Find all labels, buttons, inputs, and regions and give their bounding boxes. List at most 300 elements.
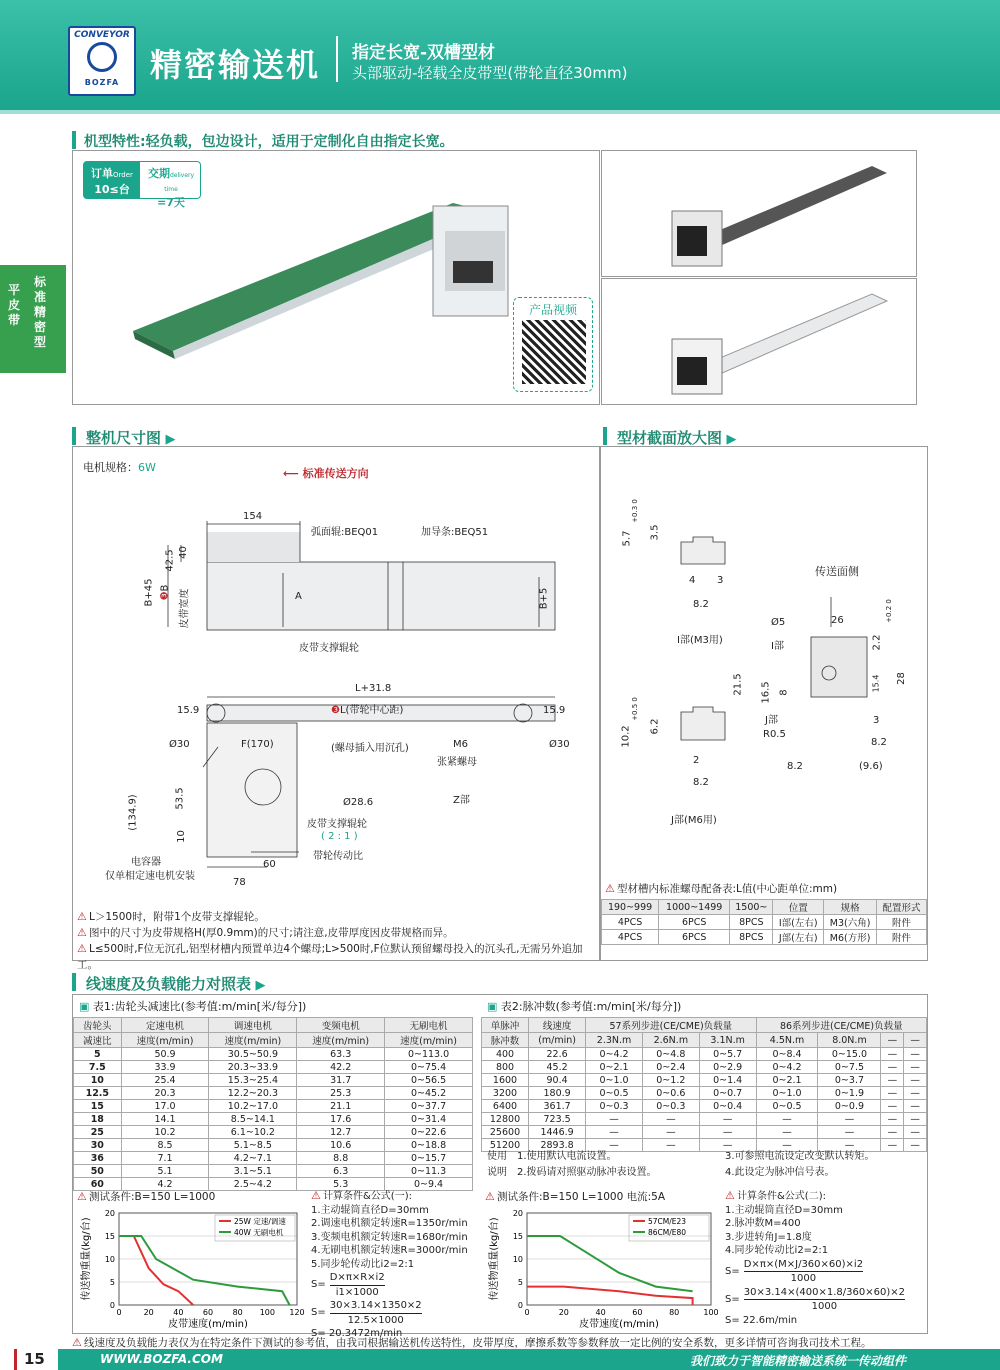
dim-l-mark: L(带轮中心距) xyxy=(339,705,404,716)
warning-icon: ⚠ xyxy=(77,926,87,939)
table-row xyxy=(74,1139,473,1152)
table-cell: 36 xyxy=(74,1152,122,1165)
table-cell: 5 xyxy=(74,1048,122,1061)
table-cell: — xyxy=(881,1087,904,1100)
table2-title-text: 表2:脉冲数(参考值:m/min[米/每分]) xyxy=(500,1000,682,1013)
series-line-0 xyxy=(119,1236,193,1305)
video-qr-card[interactable] xyxy=(513,297,593,392)
table-cell: — xyxy=(818,1113,881,1126)
table2-title xyxy=(487,998,681,1014)
table-cell: 2.3N.m xyxy=(586,1033,643,1048)
nut-table-title xyxy=(605,881,837,896)
footer-url[interactable]: WWW.BOZFA.COM xyxy=(100,1352,223,1366)
table-row xyxy=(74,1061,473,1074)
y-tick-label: 5 xyxy=(517,1278,523,1287)
series-line-0 xyxy=(527,1287,693,1305)
play-arrow-icon: ▶ xyxy=(161,432,176,447)
calc1-line: 2.调速电机额定转速R=1350r/min xyxy=(311,1218,468,1229)
dim-3-5: 3.5 xyxy=(649,524,661,541)
table-cell: — xyxy=(904,1087,927,1100)
warning-icon: ⚠ xyxy=(72,1336,82,1349)
table-cell: 附件 xyxy=(877,915,927,930)
table-cell: — xyxy=(586,1113,643,1126)
section-marker xyxy=(72,973,76,991)
x-tick-label: 120 xyxy=(289,1308,305,1317)
chart2-condition-text: 测试条件:B=150 L=1000 电流:5A xyxy=(497,1191,666,1203)
table-cell: 脉冲数 xyxy=(482,1033,529,1048)
page-marker xyxy=(14,1349,17,1370)
table-cell: — xyxy=(904,1113,927,1126)
dim-r0-5: R0.5 xyxy=(763,729,786,740)
table-cell: 361.7 xyxy=(529,1100,586,1113)
speed-table-1 xyxy=(73,1017,473,1191)
table-cell: 2.6N.m xyxy=(642,1033,699,1048)
table-cell: 3.1~5.1 xyxy=(209,1165,297,1178)
formula4-numerator: 30×3.14×(400×1.8/360×60)×2 xyxy=(744,1286,905,1301)
tension-nut-label: 张紧螺母 xyxy=(437,757,477,768)
table-cell: 7.1 xyxy=(121,1152,209,1165)
dim-134-9: (134.9) xyxy=(127,794,139,831)
table-cell: 25.3 xyxy=(297,1087,385,1100)
y-axis-label: 传送物重量(kg/台) xyxy=(81,1217,92,1301)
dim-8-2-d: 8.2 xyxy=(693,777,709,788)
usage-3: 3.可参照电流设定改变默认转矩。 xyxy=(725,1151,875,1162)
play-arrow-icon: ▶ xyxy=(722,432,737,447)
dim-8-2-c: 8.2 xyxy=(787,761,803,772)
logo-text-top: CONVEYOR xyxy=(74,30,130,40)
x-tick-label: 100 xyxy=(259,1308,275,1317)
table-cell: 0~1.0 xyxy=(756,1087,818,1100)
chart1-condition xyxy=(77,1189,215,1204)
table-cell: 0~15.0 xyxy=(818,1048,881,1061)
table-cell: 0~0.3 xyxy=(642,1100,699,1113)
table-cell: — xyxy=(699,1126,756,1139)
table-cell: 20.3 xyxy=(121,1087,209,1100)
x-tick-label: 100 xyxy=(703,1308,719,1317)
table-cell: 0~4.2 xyxy=(586,1048,643,1061)
table-cell: — xyxy=(586,1126,643,1139)
formula4-denominator: 1000 xyxy=(811,1301,838,1312)
table-cell: 723.5 xyxy=(529,1113,586,1126)
motor-spec-label: 电机规格： xyxy=(83,461,138,474)
table-row xyxy=(482,1018,927,1033)
dim-b-mark: B xyxy=(159,584,171,592)
table-cell: 0~5.7 xyxy=(699,1048,756,1061)
table-cell: 3.1N.m xyxy=(699,1033,756,1048)
table-cell: 0~2.4 xyxy=(642,1061,699,1074)
delivery-label: 交期 xyxy=(147,167,170,180)
usage-notes xyxy=(487,1149,923,1181)
dim-40: 40 xyxy=(177,546,189,559)
disclaimer-text: 线速度及负载能力表仅为在特定条件下测试的参考值，由我司根据输送机传送特性，皮带厚度，摩擦系数等参数释放一定比例的安全系数，更多详情可咨询我司技术工程。 xyxy=(84,1337,872,1349)
table-cell: 无刷电机 xyxy=(385,1018,473,1033)
logo-text-bottom: BOZFA xyxy=(84,78,120,87)
table-cell: 12.2~20.3 xyxy=(209,1087,297,1100)
dim-a: A xyxy=(295,591,302,602)
qr-code-icon[interactable] xyxy=(522,320,586,384)
table-cell: 8.8 xyxy=(297,1152,385,1165)
warning-icon: ⚠ xyxy=(725,1189,735,1202)
dim-d30-left: Ø30 xyxy=(169,739,190,750)
motor-spec-value: 6W xyxy=(138,461,156,474)
dim-154: 154 xyxy=(243,511,263,522)
formula1-numerator: D×π×R×i2 xyxy=(330,1271,385,1286)
warning-icon: ⚠ xyxy=(77,910,87,923)
support-roller-label: 皮带支撑辊轮 xyxy=(299,643,359,654)
note-text-3: L≤500时,F位无沉孔,铝型材槽内预置单边4个螺母;L>500时,F位默认预留螺母投入的沉头孔,无需另外追加工。 xyxy=(77,943,583,971)
table-cell: 2.5~4.2 xyxy=(209,1178,297,1191)
table-cell: 1500~ xyxy=(730,900,773,915)
table-cell: 8.0N.m xyxy=(818,1033,881,1048)
dim-8: 8 xyxy=(778,689,790,696)
direction-label: ⟵ 标准传送方向 xyxy=(283,467,369,480)
table-cell: 10.2~17.0 xyxy=(209,1100,297,1113)
logo-ring-icon xyxy=(87,42,117,72)
formula-result-1: S= 20.3472m/min xyxy=(311,1328,403,1339)
table1-title xyxy=(79,998,306,1014)
table-cell: — xyxy=(904,1061,927,1074)
warning-icon: ⚠ xyxy=(77,1190,87,1203)
dim-28: 28 xyxy=(895,672,907,685)
dimension-drawing-panel: 电机规格：6W ⟵ 标准传送方向 154 弧面辊:BEQ01 加导条:BEQ51 B+45 42.5 40 ❸B 皮带宽度 A B+5 皮带支撑辊轮 L+31.8 ❸L(带轮中心距) 15.9 15.9 Ø30 F(170) (螺母插入用沉孔) M6 张紧螺母 Ø30 (134.9) 53.5 10 Ø28.6 Z部 皮带支撑辊轮 ( 2 : 1 ) 带轮传动比 电容器 仅单相定速电机安装 60 78 ⚠ L＞1500时，附带1个皮带支撑辊轮。 ⚠ 图中的尺寸为皮带规格H(厚0.9mm)的尺寸;请注意,皮带厚度因皮带规格而异。 ⚠ L≤500时,F位无沉孔,铝型材槽内预置单边4个螺母;L>500时,F位默认预留螺母投入的沉头孔,无需另外追加工。 xyxy=(72,446,600,961)
calc2-line: 1.主动辊筒直径D=30mm xyxy=(725,1204,843,1216)
table-cell: 0~37.7 xyxy=(385,1100,473,1113)
table-cell: 14.1 xyxy=(121,1113,209,1126)
page-title: 精密输送机 xyxy=(150,46,321,84)
disclaimer xyxy=(72,1335,872,1350)
table-cell: — xyxy=(904,1033,927,1048)
calc2-line: 4.同步轮传动比i2=2:1 xyxy=(725,1245,829,1256)
table-cell: — xyxy=(904,1100,927,1113)
y-tick-label: 0 xyxy=(517,1301,523,1310)
photo-white xyxy=(601,278,917,405)
section-marker xyxy=(603,427,607,445)
table-row xyxy=(74,1033,473,1048)
table-cell: 0~0.3 xyxy=(586,1100,643,1113)
load-chart-1 xyxy=(75,1205,305,1333)
calc1-line: 4.无刷电机额定转速R=3000r/min xyxy=(311,1245,468,1256)
x-tick-label: 0 xyxy=(116,1308,122,1317)
y-tick-label: 15 xyxy=(512,1232,523,1241)
table-cell: 0~0.7 xyxy=(699,1087,756,1100)
chart2-condition xyxy=(485,1189,665,1204)
table-cell: 0~3.7 xyxy=(818,1074,881,1087)
speed-panel xyxy=(72,994,928,1339)
x-tick-label: 40 xyxy=(595,1308,606,1317)
table-cell: 6.1~10.2 xyxy=(209,1126,297,1139)
usage-label: 使用 xyxy=(487,1151,507,1162)
table-cell: 速度(m/min) xyxy=(209,1033,297,1048)
nut-table-title-text: 型材槽内标准螺母配备表:L值(中心距单位:mm) xyxy=(617,883,838,895)
table-row xyxy=(74,1126,473,1139)
support-roller-label-2: 皮带支撑辊轮 xyxy=(307,819,367,830)
table-cell: 配置形式 xyxy=(877,900,927,915)
dim-heading xyxy=(86,427,176,448)
arc-roller-label: 弧面辊:BEQ01 xyxy=(311,527,379,538)
calc1-title: 计算条件&公式(一): xyxy=(323,1191,412,1202)
table-row xyxy=(482,1100,927,1113)
table-cell: 单脉冲 xyxy=(482,1018,529,1033)
warning-icon: ⚠ xyxy=(605,882,615,895)
formula2-denominator: 12.5×1000 xyxy=(347,1314,404,1326)
z-part-label: Z部 xyxy=(453,795,470,806)
dim-3-b: 3 xyxy=(873,715,880,726)
table-cell: 10.6 xyxy=(297,1139,385,1152)
dim-2-2-tol: +0.2 0 xyxy=(884,599,893,623)
dim-21-5: 21.5 xyxy=(732,673,744,696)
table-cell: 规格 xyxy=(824,900,877,915)
table-cell: 0~2.1 xyxy=(586,1061,643,1074)
y-tick-label: 0 xyxy=(109,1301,115,1310)
table-cell: — xyxy=(904,1048,927,1061)
table-row xyxy=(74,1113,473,1126)
table-cell: 1000~1499 xyxy=(659,900,730,915)
section-marker xyxy=(72,427,76,445)
conveying-side-label: 传送面侧 xyxy=(815,565,859,578)
formula-s: S= xyxy=(725,1293,740,1305)
table-row xyxy=(74,1048,473,1061)
warning-icon: ⚠ xyxy=(485,1190,495,1203)
table-cell: 线速度 xyxy=(529,1018,586,1033)
table-cell: 4PCS xyxy=(602,930,659,945)
table-cell: 0~9.4 xyxy=(385,1178,473,1191)
table-cell: I部(左右) xyxy=(773,915,824,930)
direction-text: 标准传送方向 xyxy=(302,467,369,480)
dim-b5: B+5 xyxy=(538,587,550,610)
guide-label: 加导条:BEQ51 xyxy=(421,527,489,538)
dim-notes xyxy=(77,909,597,973)
table1-title-text: 表1:齿轮头减速比(参考值:m/min[米/每分]) xyxy=(92,1000,307,1013)
table-cell: 0~18.8 xyxy=(385,1139,473,1152)
ratio-label: 带轮传动比 xyxy=(313,851,363,862)
table-cell: 180.9 xyxy=(529,1087,586,1100)
table-cell: 30.5~50.9 xyxy=(209,1048,297,1061)
table-cell: 减速比 xyxy=(74,1033,122,1048)
dim-note xyxy=(77,941,597,973)
side-tab-label-2: 标准精密型 xyxy=(34,275,47,349)
dim-10-2: 10.2 xyxy=(620,725,632,748)
table-cell: — xyxy=(881,1061,904,1074)
table-cell: 4PCS xyxy=(602,915,659,930)
table-row xyxy=(74,1165,473,1178)
load-chart-2 xyxy=(483,1205,719,1333)
table-cell: 速度(m/min) xyxy=(385,1033,473,1048)
dim-15-9-left: 15.9 xyxy=(177,705,200,716)
table-cell: M6(方形) xyxy=(824,930,877,945)
side-tab-label-1: 平皮带 xyxy=(8,283,21,327)
formula3-numerator: D×π×(M×J/360×60)×i2 xyxy=(744,1258,863,1273)
table-row xyxy=(74,1152,473,1165)
dim-5-7: 5.7 xyxy=(621,530,633,547)
table-cell: 42.2 xyxy=(297,1061,385,1074)
dim-2-2: 2.2 xyxy=(871,634,883,651)
table-cell: 31.7 xyxy=(297,1074,385,1087)
formula-s: S= xyxy=(725,1265,740,1277)
dim-f170: F(170) xyxy=(241,739,274,750)
table-cell: 190~999 xyxy=(602,900,659,915)
table-cell: — xyxy=(881,1033,904,1048)
table-cell: 2893.8 xyxy=(529,1139,586,1152)
x-tick-label: 0 xyxy=(524,1308,530,1317)
brand-logo xyxy=(68,26,136,96)
formula-s: S= xyxy=(311,1279,326,1291)
table-cell: 位置 xyxy=(773,900,824,915)
table-cell: 20.3~33.9 xyxy=(209,1061,297,1074)
table-cell: 15.3~25.4 xyxy=(209,1074,297,1087)
table-icon: ▣ xyxy=(487,1000,501,1013)
y-tick-label: 20 xyxy=(512,1209,523,1218)
table-cell: 0~1.0 xyxy=(586,1074,643,1087)
table-row xyxy=(74,1100,473,1113)
table-row xyxy=(482,1113,927,1126)
legend-label: 86CM/E80 xyxy=(648,1228,687,1237)
part-i-label-2: I部 xyxy=(771,641,784,652)
formula3-denominator: 1000 xyxy=(790,1273,817,1284)
table-cell: 0~0.9 xyxy=(818,1100,881,1113)
main-photo xyxy=(72,150,600,405)
calc2-title: 计算条件&公式(二): xyxy=(737,1191,826,1202)
table-row xyxy=(602,930,927,945)
dim-42-5: 42.5 xyxy=(164,549,176,572)
x-tick-label: 20 xyxy=(143,1308,154,1317)
formula-result-2: S= 22.6m/min xyxy=(725,1314,798,1326)
table-row xyxy=(482,1033,927,1048)
calc1-block xyxy=(311,1189,481,1341)
table-cell: — xyxy=(699,1113,756,1126)
table-cell: 6PCS xyxy=(659,930,730,945)
calc2-line: 3.步进转角J=1.8度 xyxy=(725,1231,812,1243)
dim-heading-text: 整机尺寸图 xyxy=(86,429,162,447)
calc1-line: 5.同步轮传动比i2=2:1 xyxy=(311,1258,415,1270)
table-cell: 0~75.4 xyxy=(385,1061,473,1074)
title-divider xyxy=(336,36,338,82)
table-cell: 25600 xyxy=(482,1126,529,1139)
table-cell: 变频电机 xyxy=(297,1018,385,1033)
table-cell: 50.9 xyxy=(121,1048,209,1061)
table-cell: — xyxy=(904,1074,927,1087)
dim-8-2-b: 8.2 xyxy=(871,737,887,748)
table-cell: (m/min) xyxy=(529,1033,586,1048)
table-row xyxy=(482,1126,927,1139)
dim-4: 4 xyxy=(689,575,696,586)
table-cell: 0~2.9 xyxy=(699,1061,756,1074)
table-cell: 0~11.3 xyxy=(385,1165,473,1178)
table-cell: 0~0.6 xyxy=(642,1087,699,1100)
dim-d5: Ø5 xyxy=(771,617,786,628)
table-cell: 12.5 xyxy=(74,1087,122,1100)
usage-1: 1.使用默认电流设置。 xyxy=(517,1151,617,1162)
table-cell: 0~0.5 xyxy=(586,1087,643,1100)
speed-heading-text: 线速度及负载能力对照表 xyxy=(86,975,252,993)
table-row xyxy=(74,1074,473,1087)
table-cell: — xyxy=(756,1113,818,1126)
table-cell: 0~7.5 xyxy=(818,1061,881,1074)
table-cell: 8.5~14.1 xyxy=(209,1113,297,1126)
table-cell: 7.5 xyxy=(74,1061,122,1074)
table-cell: — xyxy=(881,1048,904,1061)
subtitle-1: 指定长宽-双槽型材 xyxy=(352,43,496,63)
delivery-block xyxy=(142,162,200,209)
x-tick-label: 60 xyxy=(202,1308,214,1317)
table-cell: 0~1.9 xyxy=(818,1087,881,1100)
table-cell: 60 xyxy=(74,1178,122,1191)
calc1-line: 1.主动辊筒直径D=30mm xyxy=(311,1204,429,1216)
ratio-value: ( 2 : 1 ) xyxy=(321,831,358,842)
y-tick-label: 5 xyxy=(109,1278,115,1287)
table-cell: 0~4.8 xyxy=(642,1048,699,1061)
table-cell: 15 xyxy=(74,1100,122,1113)
table-cell: 10.2 xyxy=(121,1126,209,1139)
dim-9-6: (9.6) xyxy=(859,761,883,772)
y-tick-label: 10 xyxy=(104,1255,115,1264)
formula2-numerator: 30×3.14×1350×2 xyxy=(330,1299,422,1314)
table-cell: 0~45.2 xyxy=(385,1087,473,1100)
table-cell: — xyxy=(756,1139,818,1152)
table-row xyxy=(602,915,927,930)
table-cell: 5.1~8.5 xyxy=(209,1139,297,1152)
table-cell: — xyxy=(756,1126,818,1139)
table-cell: — xyxy=(642,1113,699,1126)
dim-8-2-a: 8.2 xyxy=(693,599,709,610)
table-cell: 90.4 xyxy=(529,1074,586,1087)
table-cell: 6.3 xyxy=(297,1165,385,1178)
dim-10-2-tol: +0.5 0 xyxy=(630,697,639,721)
order-value: 10≤台 xyxy=(94,183,130,196)
formula-s: S= xyxy=(311,1307,326,1319)
x-axis-label: 皮带速度(m/min) xyxy=(168,1319,248,1330)
table-cell: 0~0.5 xyxy=(756,1100,818,1113)
dim-15-4: 15.4 xyxy=(871,674,881,693)
dim-10: 10 xyxy=(175,830,187,843)
table-row xyxy=(482,1061,927,1074)
table-cell: 6400 xyxy=(482,1100,529,1113)
table-cell: 33.9 xyxy=(121,1061,209,1074)
table-cell: 4.2~7.1 xyxy=(209,1152,297,1165)
table-cell: 4.5N.m xyxy=(756,1033,818,1048)
page-number-box xyxy=(0,1349,58,1370)
order-badge xyxy=(83,161,201,209)
usage-2: 2.拨码请对照驱动脉冲表设置。 xyxy=(517,1167,657,1178)
profile-panel xyxy=(600,446,928,961)
header-stripe xyxy=(0,110,1000,114)
calc2-line: 2.脉冲数M=400 xyxy=(725,1218,801,1229)
table-cell: 8PCS xyxy=(730,915,773,930)
table-cell: — xyxy=(904,1126,927,1139)
order-label: 订单 xyxy=(91,167,114,180)
calc1-line: 3.变频电机额定转速R=1680r/min xyxy=(311,1231,468,1243)
section-marker xyxy=(72,131,76,149)
table-row xyxy=(482,1087,927,1100)
table-cell: 0~1.2 xyxy=(642,1074,699,1087)
y-axis-label: 传送物重量(kg/台) xyxy=(489,1217,500,1301)
table-cell: 22.6 xyxy=(529,1048,586,1061)
table-cell: 5.3 xyxy=(297,1178,385,1191)
table-cell: 30 xyxy=(74,1139,122,1152)
part-j-label-2: J部(M6用) xyxy=(671,815,717,826)
table-cell: — xyxy=(881,1139,904,1152)
series-line-1 xyxy=(527,1236,693,1291)
table-cell: 8PCS xyxy=(730,930,773,945)
table-cell: 6PCS xyxy=(659,915,730,930)
table-cell: 0~1.4 xyxy=(699,1074,756,1087)
nut-hole-label: (螺母插入用沉孔) xyxy=(331,743,409,754)
page-number: 15 xyxy=(24,1350,45,1368)
profile-heading-text: 型材截面放大图 xyxy=(617,429,723,447)
table-cell: 1600 xyxy=(482,1074,529,1087)
side-tab[interactable] xyxy=(0,265,66,373)
dim-2: 2 xyxy=(693,755,700,766)
order-en: Order xyxy=(113,171,133,179)
